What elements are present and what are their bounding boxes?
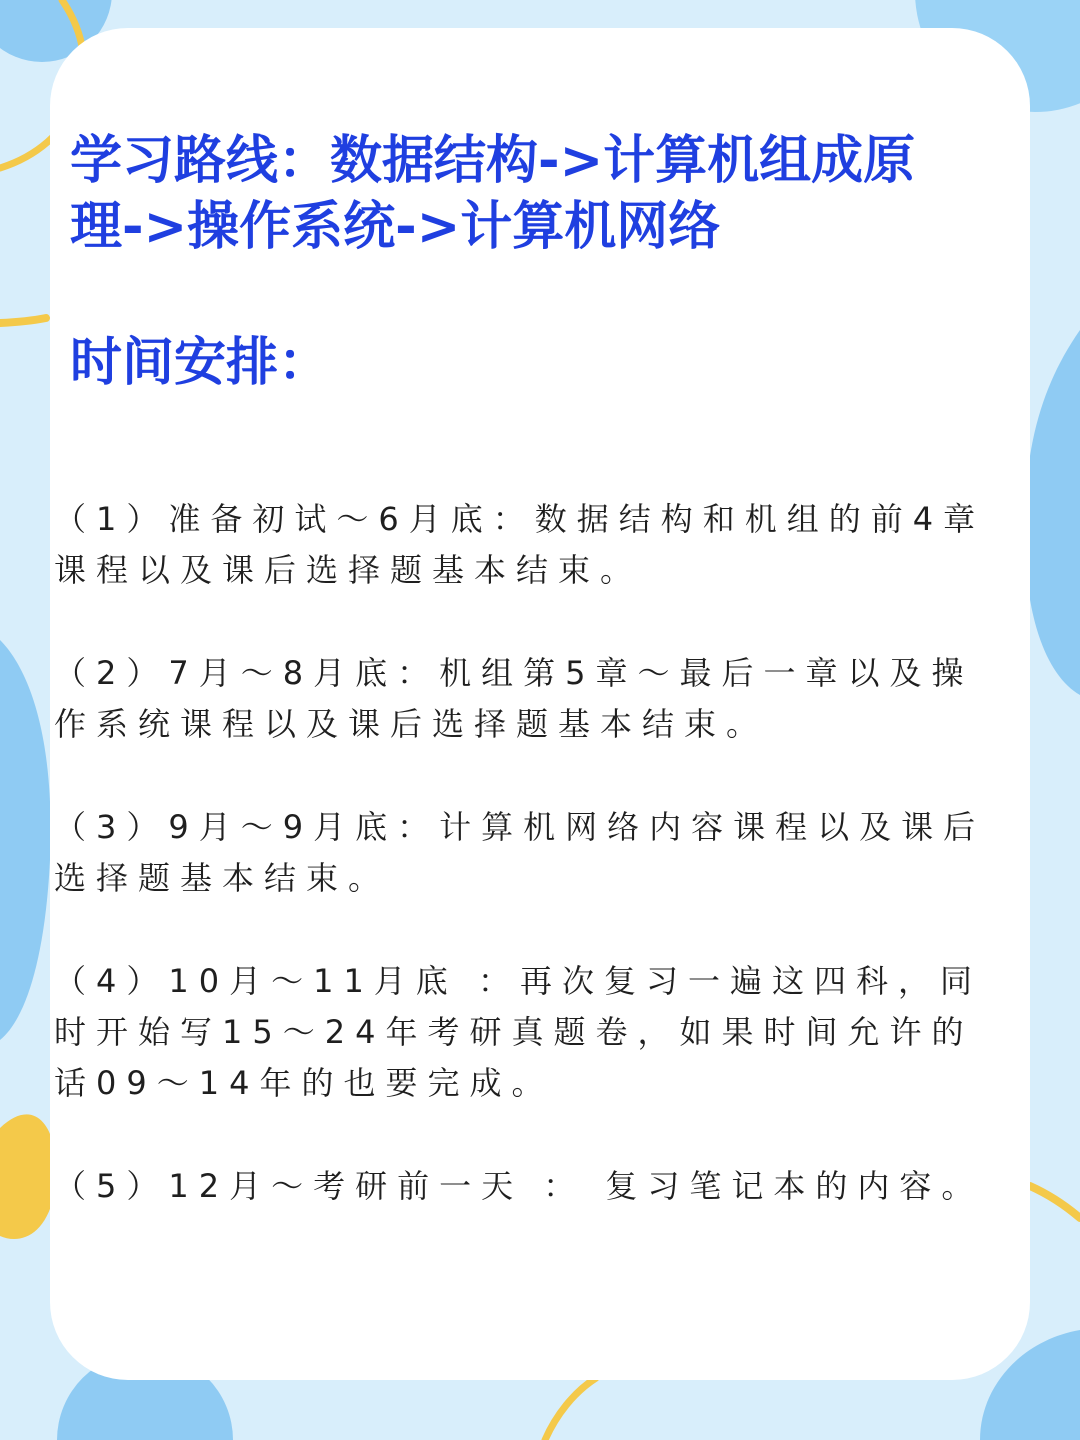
left-top-yellow-line [0, 318, 46, 323]
schedule-list [54, 494, 1002, 1212]
schedule-heading: 时间安排： [70, 333, 331, 393]
schedule-item-5: （5）12月～考研前一天 ： 复习笔记本的内容。 [54, 1167, 984, 1205]
schedule-item-3: （3）9月～9月底：计算机网络内容课程以及课后选择题基本结束。 [54, 808, 986, 897]
schedule-item-2: （2）7月～8月底：机组第5章～最后一章以及操作系统课程以及课后选择题基本结束。 [54, 654, 974, 743]
content-card [50, 28, 1030, 1380]
schedule-item-1: （1）准备初试～6月底：数据结构和机组的前4章课程以及课后选择题基本结束。 [54, 500, 986, 589]
schedule-item-4: （4）10月～11月底 ：再次复习一遍这四科，同时开始写15～24年考研真题卷，如果时间允许的话09～14年的也要完成。 [54, 962, 982, 1102]
learning-route-title: 学习路线：数据结构->计算机组成原理->操作系统->计算机网络 [70, 131, 916, 257]
